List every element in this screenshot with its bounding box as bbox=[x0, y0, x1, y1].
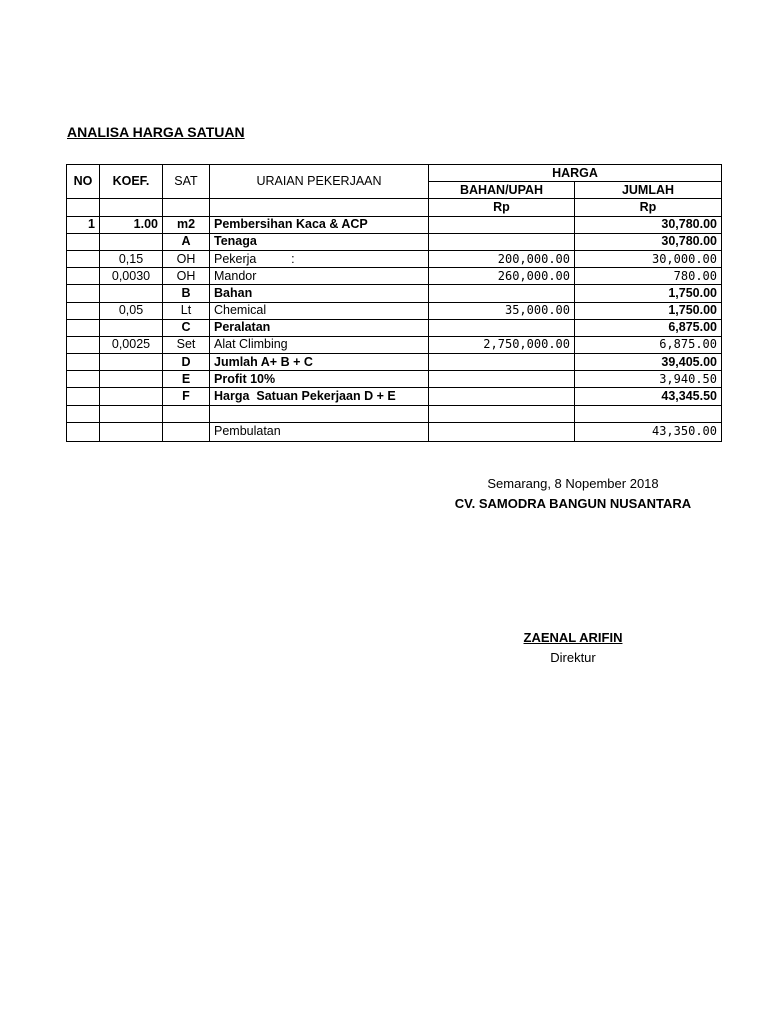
header-rp-bahan: Rp bbox=[429, 199, 575, 216]
table-row bbox=[67, 216, 722, 233]
cell-harga: 2,750,000.00 bbox=[429, 336, 575, 353]
cell-no bbox=[67, 354, 100, 371]
header-empty-no bbox=[67, 199, 100, 216]
cell-uraian: Jumlah A+ B + C bbox=[210, 354, 429, 371]
cell-sat bbox=[163, 405, 210, 422]
cell-harga bbox=[429, 319, 575, 336]
cell-koef: 0,0025 bbox=[100, 336, 163, 353]
table-row bbox=[67, 268, 722, 285]
cell-no bbox=[67, 268, 100, 285]
document-title: ANALISA HARGA SATUAN bbox=[67, 124, 245, 140]
cell-jumlah: 780.00 bbox=[575, 268, 722, 285]
cell-sat: OH bbox=[163, 268, 210, 285]
header-bahan-upah: BAHAN/UPAH bbox=[429, 182, 575, 199]
cell-no bbox=[67, 233, 100, 250]
cell-harga bbox=[429, 216, 575, 233]
cell-sat: Lt bbox=[163, 302, 210, 319]
cell-koef bbox=[100, 422, 163, 441]
header-empty-koef bbox=[100, 199, 163, 216]
cell-harga: 35,000.00 bbox=[429, 302, 575, 319]
header-jumlah: JUMLAH bbox=[575, 182, 722, 199]
cell-koef bbox=[100, 285, 163, 302]
signature-company: CV. SAMODRA BANGUN NUSANTARA bbox=[454, 496, 692, 511]
signature-name: ZAENAL ARIFIN bbox=[523, 630, 623, 645]
table-row bbox=[67, 405, 722, 422]
cell-no bbox=[67, 250, 100, 267]
cell-koef bbox=[100, 405, 163, 422]
signature-position: Direktur bbox=[550, 650, 596, 665]
cell-harga bbox=[429, 388, 575, 405]
cell-sat: C bbox=[163, 319, 210, 336]
cell-jumlah: 39,405.00 bbox=[575, 354, 722, 371]
cell-koef bbox=[100, 319, 163, 336]
table-row bbox=[67, 302, 722, 319]
cell-koef bbox=[100, 371, 163, 388]
header-harga: HARGA bbox=[429, 165, 722, 182]
table-row bbox=[67, 233, 722, 250]
cell-jumlah: 43,350.00 bbox=[575, 422, 722, 441]
cell-koef bbox=[100, 354, 163, 371]
table-row bbox=[67, 250, 722, 267]
cell-no bbox=[67, 422, 100, 441]
cell-uraian: Tenaga bbox=[210, 233, 429, 250]
cell-no bbox=[67, 285, 100, 302]
cell-jumlah: 30,780.00 bbox=[575, 233, 722, 250]
signature-place-date: Semarang, 8 Nopember 2018 bbox=[487, 476, 659, 491]
cell-jumlah: 6,875.00 bbox=[575, 336, 722, 353]
cell-koef: 0,0030 bbox=[100, 268, 163, 285]
cell-koef: 1.00 bbox=[100, 216, 163, 233]
table-row bbox=[67, 388, 722, 405]
table-row bbox=[67, 319, 722, 336]
cell-jumlah: 43,345.50 bbox=[575, 388, 722, 405]
cell-sat: Set bbox=[163, 336, 210, 353]
cell-no: 1 bbox=[67, 216, 100, 233]
cell-koef bbox=[100, 388, 163, 405]
header-empty-sat bbox=[163, 199, 210, 216]
cell-uraian: Peralatan bbox=[210, 319, 429, 336]
cell-uraian: Mandor bbox=[210, 268, 429, 285]
header-uraian: URAIAN PEKERJAAN bbox=[210, 165, 429, 199]
header-row-3 bbox=[67, 199, 722, 216]
cell-no bbox=[67, 388, 100, 405]
cell-harga bbox=[429, 422, 575, 441]
cell-harga bbox=[429, 354, 575, 371]
cell-harga: 200,000.00 bbox=[429, 250, 575, 267]
cell-harga bbox=[429, 371, 575, 388]
cell-sat: m2 bbox=[163, 216, 210, 233]
cell-harga: 260,000.00 bbox=[429, 268, 575, 285]
header-no: NO bbox=[67, 165, 100, 199]
cell-uraian: Pekerja : bbox=[210, 250, 429, 267]
cell-no bbox=[67, 302, 100, 319]
cell-harga bbox=[429, 285, 575, 302]
cell-koef: 0,15 bbox=[100, 250, 163, 267]
cell-harga bbox=[429, 233, 575, 250]
cell-uraian: Pembersihan Kaca & ACP bbox=[210, 216, 429, 233]
cell-no bbox=[67, 405, 100, 422]
cell-no bbox=[67, 336, 100, 353]
cell-no bbox=[67, 371, 100, 388]
cell-sat: B bbox=[163, 285, 210, 302]
cell-sat bbox=[163, 422, 210, 441]
price-analysis-table bbox=[66, 164, 722, 442]
cell-koef: 0,05 bbox=[100, 302, 163, 319]
cell-uraian: Harga Satuan Pekerjaan D + E bbox=[210, 388, 429, 405]
cell-uraian: Profit 10% bbox=[210, 371, 429, 388]
cell-uraian: Bahan bbox=[210, 285, 429, 302]
cell-sat: E bbox=[163, 371, 210, 388]
header-sat: SAT bbox=[163, 165, 210, 199]
cell-jumlah: 30,780.00 bbox=[575, 216, 722, 233]
table-row bbox=[67, 354, 722, 371]
cell-sat: F bbox=[163, 388, 210, 405]
cell-jumlah bbox=[575, 405, 722, 422]
cell-jumlah: 1,750.00 bbox=[575, 285, 722, 302]
cell-sat: D bbox=[163, 354, 210, 371]
table-row bbox=[67, 422, 722, 441]
cell-harga bbox=[429, 405, 575, 422]
cell-jumlah: 3,940.50 bbox=[575, 371, 722, 388]
table-row bbox=[67, 371, 722, 388]
cell-uraian: Alat Climbing bbox=[210, 336, 429, 353]
cell-jumlah: 1,750.00 bbox=[575, 302, 722, 319]
header-koef: KOEF. bbox=[100, 165, 163, 199]
header-empty-uraian bbox=[210, 199, 429, 216]
table-row bbox=[67, 336, 722, 353]
header-rp-jumlah: Rp bbox=[575, 199, 722, 216]
cell-sat: A bbox=[163, 233, 210, 250]
cell-no bbox=[67, 319, 100, 336]
cell-jumlah: 6,875.00 bbox=[575, 319, 722, 336]
cell-sat: OH bbox=[163, 250, 210, 267]
cell-uraian: Pembulatan bbox=[210, 422, 429, 441]
cell-uraian: Chemical bbox=[210, 302, 429, 319]
header-row-1 bbox=[67, 165, 722, 182]
table-row bbox=[67, 285, 722, 302]
cell-koef bbox=[100, 233, 163, 250]
cell-jumlah: 30,000.00 bbox=[575, 250, 722, 267]
cell-uraian bbox=[210, 405, 429, 422]
